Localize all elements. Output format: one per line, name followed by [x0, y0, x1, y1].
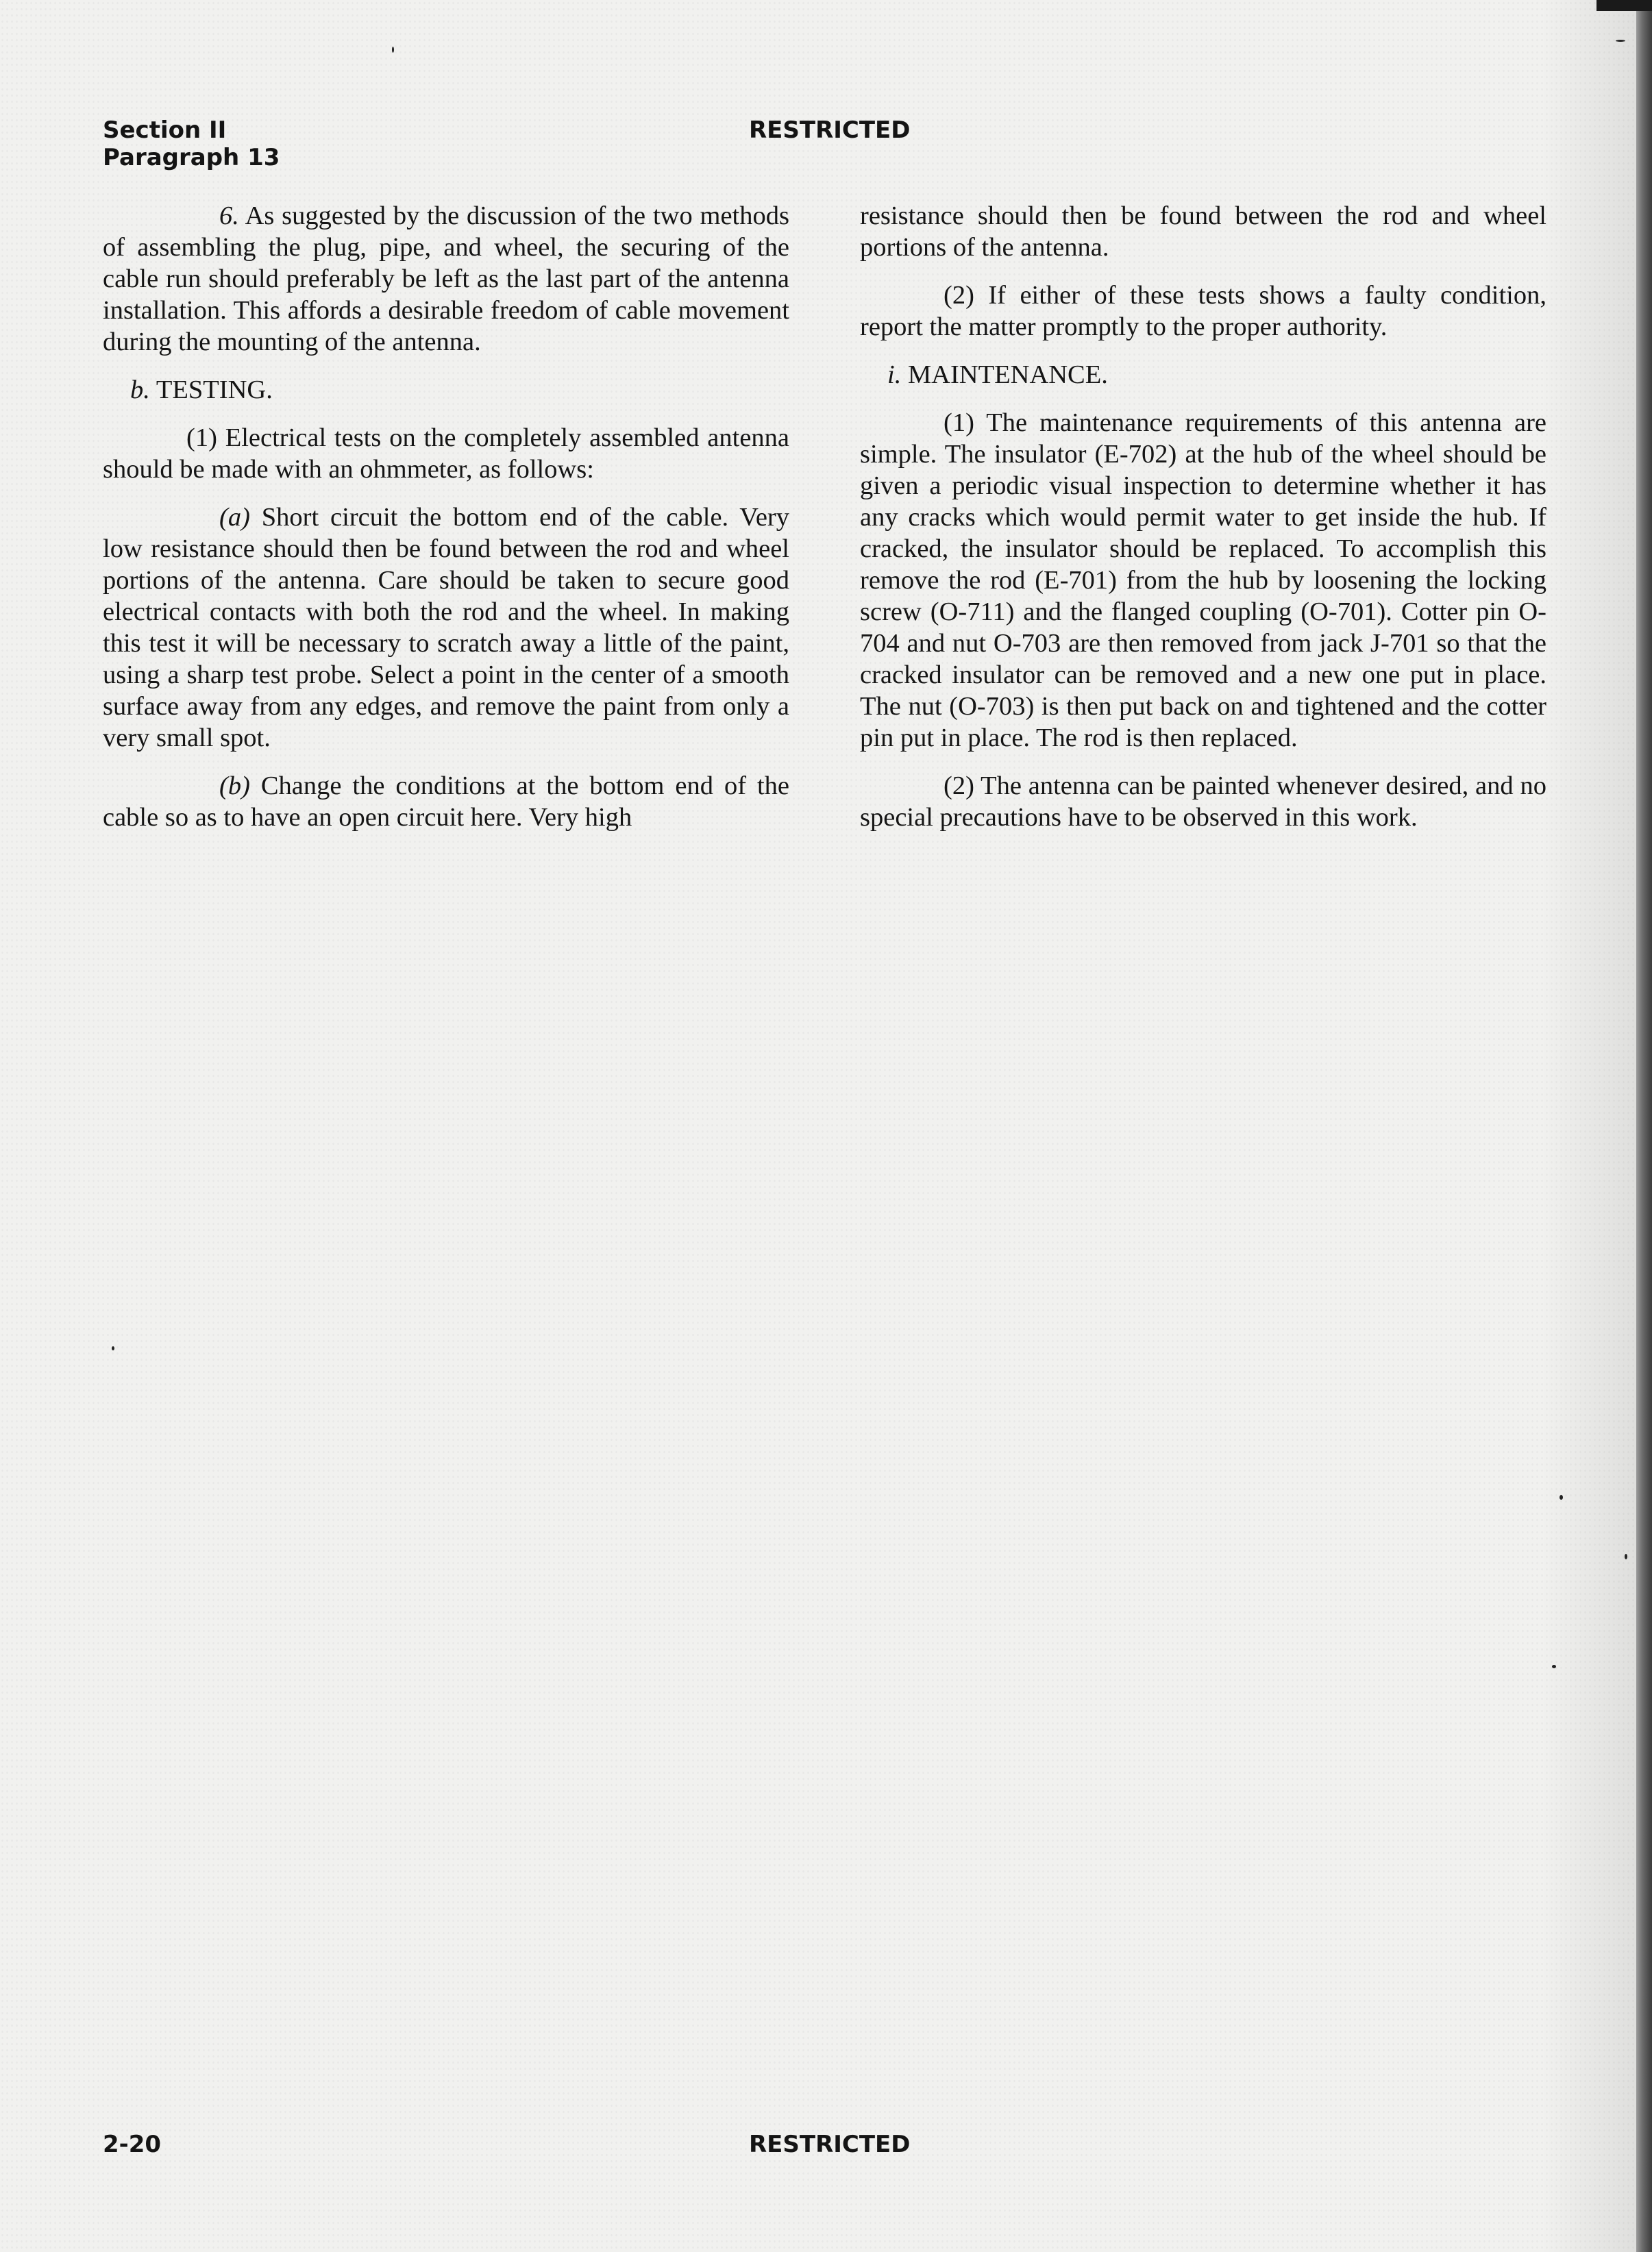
subitem-label: (b)	[219, 771, 250, 800]
running-header-left	[103, 116, 280, 171]
section-heading-testing	[103, 374, 789, 406]
item-text: The antenna can be painted whenever desired, and no special precautions have to be observed in this work.	[860, 771, 1546, 832]
print-speck	[1625, 1554, 1627, 1559]
testing-item-1	[103, 422, 789, 485]
item-text: Electrical tests on the completely assembled antenna should be made with an ohmmeter, as follows:	[103, 423, 790, 484]
paragraph-text: As suggested by the discussion of the two methods of assembling the plug, pipe, and wheel, the securing of the cable run should preferably be left as the last part of the antenna installation. This affords a desirable freedom of cable movement during the mounting of the antenna.	[103, 201, 789, 356]
subitem-text: Change the conditions at the bottom end of the cable so as to have an open circuit here. Very high	[103, 771, 789, 832]
subitem-label: (a)	[219, 503, 250, 532]
item-number: (1)	[944, 408, 974, 437]
print-speck	[1559, 1495, 1563, 1500]
book-binding-shadow	[1596, 0, 1652, 11]
item-number: (2)	[944, 281, 974, 310]
section-label: Section II	[103, 116, 227, 144]
paragraph-number: 6.	[219, 201, 239, 230]
item-text: If either of these tests shows a faulty condition, report the matter promptly to the proper authority.	[860, 281, 1547, 341]
heading-label: i.	[887, 360, 902, 389]
item-number: (2)	[944, 771, 974, 800]
testing-item-1b	[103, 770, 789, 833]
book-binding-edge	[1636, 0, 1652, 2252]
footer-classification: RESTRICTED	[749, 2131, 911, 2158]
print-speck	[1616, 40, 1625, 42]
testing-item-2	[860, 280, 1546, 343]
section-heading-maintenance	[860, 359, 1546, 391]
page-number: 2-20	[103, 2131, 162, 2158]
maintenance-item-2	[860, 770, 1546, 833]
subitem-text: Short circuit the bottom end of the cable. Very low resistance should then be found between the rod and wheel portions of the antenna. Care should be taken to secure good electrical contacts with both the rod and the wheel. In making this test it will be necessary to scratch away a little of the paint, using a sharp test probe. Select a point in the center of a smooth surface away from any edges, and remove the paint from only a very small spot.	[103, 503, 790, 752]
maintenance-item-1	[860, 407, 1546, 754]
paragraph-6	[103, 200, 789, 358]
left-column	[103, 200, 789, 850]
print-speck	[1552, 1665, 1556, 1668]
print-speck	[392, 47, 394, 53]
print-speck	[112, 1346, 114, 1350]
right-column	[860, 200, 1546, 850]
heading-label: b.	[130, 375, 150, 404]
header-classification: RESTRICTED	[749, 116, 911, 144]
paragraph-label: Paragraph 13	[103, 144, 280, 171]
testing-item-1b-continued: resistance should then be found between the rod and wheel portions of the antenna.	[860, 201, 1546, 262]
item-text: The maintenance requirements of this antenna are simple. The insulator (E-702) at the hub of the wheel should be given a periodic visual inspection to determine whether it has any cracks which would permit water to get inside the hub. If cracked, the insulator should be replaced. To accomplish this remove the rod (E-701) from the hub by loosening the locking screw (O-711) and the flanged coupling (O-701). Cotter pin O-704 and nut O-703 are then removed from jack J-701 so that the cracked insulator can be removed and a new one put in place. The nut (O-703) is then put back on and tightened and the cotter pin put in place. The rod is then replaced.	[860, 408, 1546, 752]
testing-item-1a	[103, 502, 789, 754]
heading-title: TESTING.	[156, 375, 273, 404]
heading-title: MAINTENANCE.	[907, 360, 1108, 389]
item-number: (1)	[186, 423, 217, 452]
